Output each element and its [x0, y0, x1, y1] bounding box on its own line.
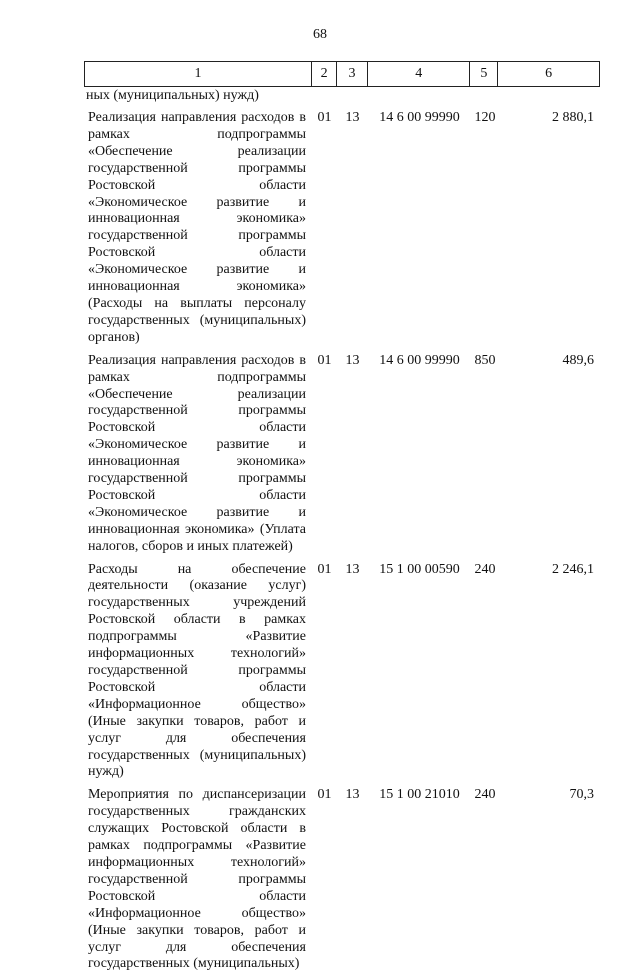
table-row: [84, 110, 600, 347]
header-col-1: 1: [85, 62, 312, 86]
row-section: 01: [317, 110, 332, 125]
row-expense-type: 240: [474, 561, 496, 577]
row-description: Мероприятия по диспансеризации государственных гражданских служащих Ростовской области в рамках подпрограммы «Развитие информационных технологий» государственной программы Ростовской области «Информационное общество» (Иные закупки товаров, работ и услуг для обеспечения государственных (муниципальных): [88, 787, 306, 972]
page-number: 68: [313, 27, 327, 42]
header-col-6: 6: [545, 66, 553, 81]
row-expense-type: 850: [474, 352, 496, 368]
row-subsection: 13: [345, 110, 360, 125]
row-amount: 2 246,1: [552, 561, 594, 577]
row-target-code: 14 6 00 99990: [379, 110, 460, 125]
row-section: 01: [317, 787, 332, 803]
row-amount: 2 880,1: [552, 110, 594, 125]
table-row: [84, 787, 600, 973]
row-target-code: 15 1 00 00590: [379, 561, 460, 577]
row-amount: 70,3: [569, 787, 594, 803]
row-subsection: 13: [345, 352, 360, 368]
continuation-text: ных (муниципальных) нужд): [86, 88, 259, 103]
row-amount: 489,6: [562, 352, 594, 368]
row-target-code: 15 1 00 21010: [379, 787, 460, 803]
row-section: 01: [317, 352, 332, 368]
row-expense-type: 240: [474, 787, 496, 803]
row-expense-type: 120: [474, 110, 496, 125]
budget-table: [84, 61, 600, 973]
header-col-5: 5: [470, 62, 498, 86]
row-description: Реализация направления расходов в рамках подпрограммы «Обеспечение реализации государственной программы Ростовской области «Экономическое развитие и инновационная экономика» государственной программы Ростовской области «Экономическое развитие и инновационная экономика» (Расходы на выплаты персоналу государственных (муниципальных) органов): [88, 110, 306, 345]
row-subsection: 13: [345, 787, 360, 803]
header-col-4: 4: [368, 62, 471, 86]
row-description: Реализация направления расходов в рамках подпрограммы «Обеспечение реализации государственной программы Ростовской области «Экономическое развитие и инновационная экономика» государственной программы Ростовской области «Экономическое развитие и инновационная экономика» (Уплата налогов, сборов и иных платежей): [88, 352, 306, 554]
header-col-2: 2: [312, 62, 337, 86]
header-col-3: 3: [337, 62, 368, 86]
row-description: Расходы на обеспечение деятельности (оказание услуг) государственных учреждений Ростовской области в рамках подпрограммы «Развитие информационных технологий» государственной программы Ростовской области «Информационное общество» (Иные закупки товаров, работ и услуг для обеспечения государственных (муниципальных) нужд): [88, 561, 306, 780]
table-row: [84, 353, 600, 556]
table-header-row: [84, 61, 600, 87]
row-target-code: 14 6 00 99990: [379, 352, 460, 368]
row-subsection: 13: [345, 561, 360, 577]
row-section: 01: [317, 561, 332, 577]
table-row: [84, 562, 600, 782]
